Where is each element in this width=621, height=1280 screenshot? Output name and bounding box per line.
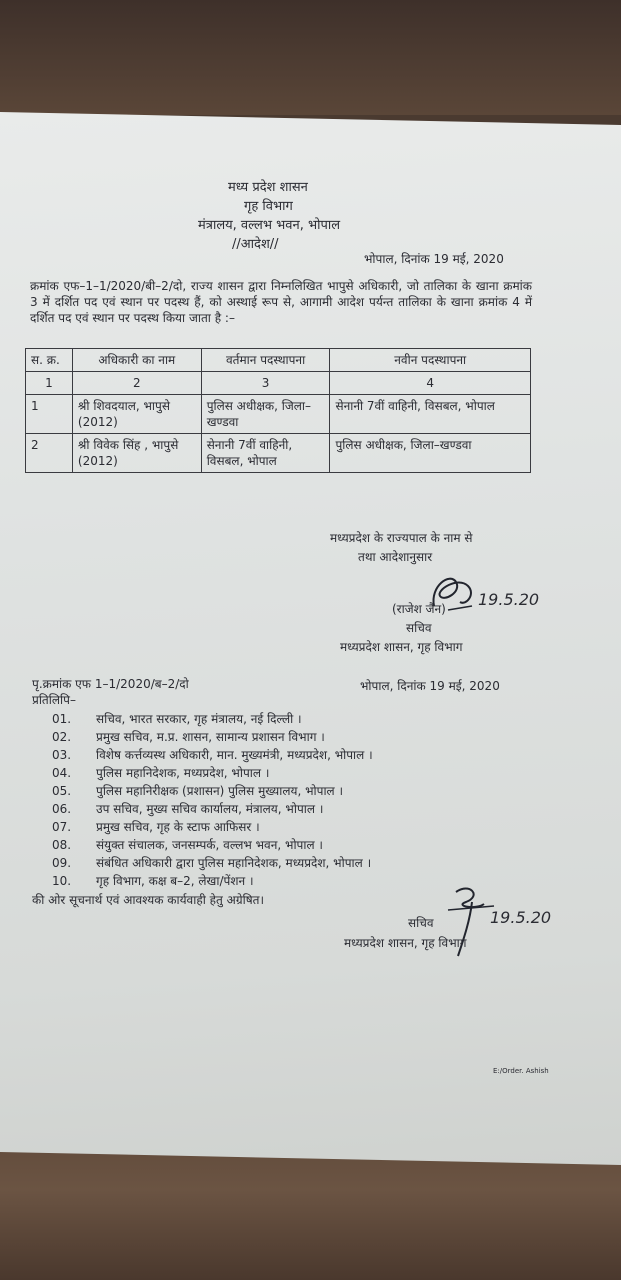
table-number-row bbox=[26, 372, 531, 395]
table-cell: 1 bbox=[26, 395, 73, 434]
signature-1-title: सचिव bbox=[406, 621, 432, 635]
list-number: 09. bbox=[52, 856, 72, 870]
list-number: 06. bbox=[52, 802, 72, 816]
list-item bbox=[52, 710, 373, 728]
endorsement-date: भोपाल, दिनांक 19 मई, 2020 bbox=[360, 679, 500, 693]
table-header: नवीन पदस्थापना bbox=[330, 349, 531, 372]
header-address: मंत्रालय, वल्लभ भवन, भोपाल bbox=[198, 218, 341, 233]
list-number: 02. bbox=[52, 730, 72, 744]
list-text: विशेष कर्त्तव्यस्थ अधिकारी, मान. मुख्यमंत्री, मध्यप्रदेश, भोपाल । bbox=[96, 748, 373, 762]
list-number: 08. bbox=[52, 838, 72, 852]
list-text: उप सचिव, मुख्य सचिव कार्यालय, मंत्रालय, भोपाल । bbox=[96, 802, 324, 816]
list-text: प्रमुख सचिव, गृह के स्टाफ आफिसर । bbox=[96, 820, 260, 834]
table-header: वर्तमान पदस्थापना bbox=[201, 349, 330, 372]
signature-2-dept: मध्यप्रदेश शासन, गृह विभाग bbox=[344, 936, 467, 950]
table-cell: पुलिस अधीक्षक, जिला–खण्डवा bbox=[330, 434, 531, 473]
list-item bbox=[52, 728, 373, 746]
order-date: भोपाल, दिनांक 19 मई, 2020 bbox=[364, 252, 504, 266]
footer-reference: E:/Order. Ashish bbox=[493, 1067, 549, 1075]
header-govt: मध्य प्रदेश शासन bbox=[228, 180, 308, 195]
list-item bbox=[52, 746, 373, 764]
list-item bbox=[52, 764, 373, 782]
list-text: संबंधित अधिकारी द्वारा पुलिस महानिदेशक, मध्यप्रदेश, भोपाल । bbox=[96, 856, 372, 870]
header-order: //आदेश// bbox=[232, 237, 279, 252]
table-header: स. क्र. bbox=[26, 349, 73, 372]
copy-label: प्रतिलिपि– bbox=[32, 693, 76, 707]
signature-1-name: (राजेश जैन) bbox=[392, 602, 446, 616]
list-number: 04. bbox=[52, 766, 72, 780]
table-cell: श्री विवेक सिंह , भापुसे (2012) bbox=[72, 434, 201, 473]
list-item bbox=[52, 872, 373, 890]
list-item bbox=[52, 836, 373, 854]
signature-2-date: 19.5.20 bbox=[490, 908, 552, 927]
table-cell: सेनानी 7वीं वाहिनी, विसबल, भोपाल bbox=[330, 395, 531, 434]
closing-line: की ओर सूचनार्थ एवं आवश्यक कार्यवाही हेतु अग्रेषित। bbox=[32, 893, 265, 907]
list-text: सचिव, भारत सरकार, गृह मंत्रालय, नई दिल्ली । bbox=[96, 712, 302, 726]
table-cell: पुलिस अधीक्षक, जिला–खण्डवा bbox=[201, 395, 330, 434]
list-number: 10. bbox=[52, 874, 72, 888]
table-row bbox=[26, 434, 531, 473]
list-item bbox=[52, 818, 373, 836]
order-paragraph: क्रमांक एफ–1–1/2020/बी–2/दो, राज्य शासन द्वारा निम्नलिखित भापुसे अधिकारी, जो तालिका के खाना क्रमांक 3 में दर्शित पद एवं स्थान पर पदस्थ हैं, को अस्थाई रूप से, आगामी आदेश पर्यन्त तालिका के खाना क्रमांक 4 में दर्शित पद एवं स्थान पर पदस्थ किया जाता है :– bbox=[30, 279, 532, 325]
list-number: 07. bbox=[52, 820, 72, 834]
list-item bbox=[52, 782, 373, 800]
governor-line-2: तथा आदेशानुसार bbox=[358, 550, 433, 564]
list-number: 01. bbox=[52, 712, 72, 726]
list-text: पुलिस महानिरीक्षक (प्रशासन) पुलिस मुख्यालय, भोपाल । bbox=[96, 784, 344, 798]
table-header-row bbox=[26, 349, 531, 372]
list-number: 05. bbox=[52, 784, 72, 798]
list-text: संयुक्त संचालक, जनसम्पर्क, वल्लभ भवन, भोपाल । bbox=[96, 838, 323, 852]
table-header: अधिकारी का नाम bbox=[72, 349, 201, 372]
table-cell: 3 bbox=[201, 372, 330, 395]
list-item bbox=[52, 800, 373, 818]
list-text: पुलिस महानिदेशक, मध्यप्रदेश, भोपाल । bbox=[96, 766, 270, 780]
signature-1-dept: मध्यप्रदेश शासन, गृह विभाग bbox=[340, 640, 463, 654]
list-text: गृह विभाग, कक्ष ब–2, लेखा/पेंशन । bbox=[96, 874, 254, 888]
table-cell: 1 bbox=[26, 372, 73, 395]
table-cell: 2 bbox=[72, 372, 201, 395]
table-cell: श्री शिवदयाल, भापुसे (2012) bbox=[72, 395, 201, 434]
list-number: 03. bbox=[52, 748, 72, 762]
table-cell: 2 bbox=[26, 434, 73, 473]
signature-1-date: 19.5.20 bbox=[478, 590, 540, 609]
signature-2-title: सचिव bbox=[408, 916, 434, 930]
header-dept: गृह विभाग bbox=[244, 199, 293, 214]
table-cell: सेनानी 7वीं वाहिनी, विसबल, भोपाल bbox=[201, 434, 330, 473]
posting-table bbox=[25, 348, 531, 473]
governor-line-1: मध्यप्रदेश के राज्यपाल के नाम से bbox=[330, 531, 473, 545]
table-cell: 4 bbox=[330, 372, 531, 395]
list-item bbox=[52, 854, 373, 872]
copy-list bbox=[52, 710, 373, 890]
endorsement-number: पृ.क्रमांक एफ 1–1/2020/ब–2/दो bbox=[32, 677, 189, 691]
list-text: प्रमुख सचिव, म.प्र. शासन, सामान्य प्रशासन विभाग । bbox=[96, 730, 325, 744]
table-row bbox=[26, 395, 531, 434]
